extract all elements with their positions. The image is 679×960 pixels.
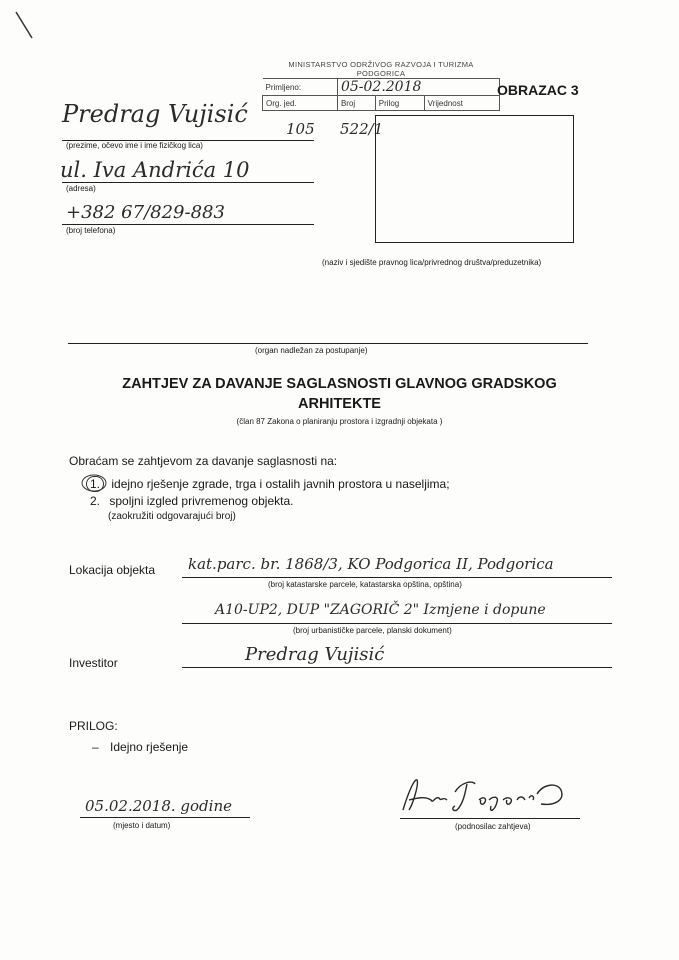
attachment-item-text: Idejno rješenje xyxy=(110,740,189,754)
stamp-organization: MINISTARSTVO ODRŽIVOG RAZVOJA I TURIZMA xyxy=(288,60,474,69)
applicant-address: ul. Iva Andrića 10 xyxy=(60,158,250,182)
attachment-label: PRILOG: xyxy=(69,719,118,733)
legal-entity-box xyxy=(375,115,574,243)
applicant-signature xyxy=(395,770,585,820)
stamp-received-date: 05-02.2018 xyxy=(337,79,499,96)
signature-caption: (podnosilac zahtjeva) xyxy=(455,822,531,831)
corner-mark xyxy=(10,8,40,42)
request-intro: Obraćam se zahtjevom za davanje saglasnosti na: xyxy=(69,454,338,468)
authority-caption: (organ nadležan za postupanje) xyxy=(255,346,368,355)
option-1-text: idejno rješenje zgrade, trga i ostalih javnih prostora u naseljima; xyxy=(111,477,450,491)
place-date-value: 05.02.2018. godine xyxy=(85,797,232,815)
location-label: Lokacija objekta xyxy=(69,563,156,577)
form-title-line2: ARHITEKTE xyxy=(298,396,381,412)
form-code: OBRAZAC 3 xyxy=(497,82,579,98)
receipt-stamp xyxy=(262,60,500,111)
option-1[interactable] xyxy=(86,476,450,492)
option-2[interactable] xyxy=(90,494,293,508)
option-2-number: 2. xyxy=(90,494,101,508)
stamp-header-org: Org. jed. xyxy=(263,96,338,111)
investor-label: Investitor xyxy=(69,656,118,670)
attachment-dash: – xyxy=(92,740,99,754)
applicant-name: Predrag Vujisić xyxy=(62,100,248,128)
form-subtitle: (član 87 Zakona o planiranju prostora i izgradnji objekata ) xyxy=(236,417,443,426)
place-date-caption: (mjesto i datum) xyxy=(113,821,171,830)
stamp-city: PODGORICA xyxy=(356,69,406,78)
stamp-org-unit: 105 xyxy=(286,120,315,138)
legal-entity-caption: (naziv i sjedište pravnog lica/privrednog društva/preduzetnika) xyxy=(322,258,542,267)
location-parcel-caption: (broj katastarske parcele, katastarska opština, opština) xyxy=(268,580,462,589)
option-2-text: spoljni izgled privremenog objekta. xyxy=(109,494,294,508)
applicant-phone: +382 67/829-883 xyxy=(66,202,225,223)
stamp-header-value: Vrijednost xyxy=(424,96,499,111)
options-note: (zaokružiti odgovarajući broj) xyxy=(108,511,236,522)
investor-value: Predrag Vujisić xyxy=(245,644,385,665)
stamp-header-number: Broj xyxy=(337,96,375,111)
location-parcel-value: kat.parc. br. 1868/3, KO Podgorica II, Podgorica xyxy=(188,555,554,573)
stamp-table xyxy=(262,78,500,111)
location-urban-caption: (broj urbanističke parcele, planski dokument) xyxy=(293,626,452,635)
location-urban-value: A10-UP2, DUP "ZAGORIČ 2" Izmjene i dopune xyxy=(215,602,546,618)
applicant-name-caption: (prezime, očevo ime i ime fizičkog lica) xyxy=(66,141,203,150)
stamp-header-attachment: Prilog xyxy=(375,96,424,111)
stamp-received-label: Primljeno: xyxy=(263,79,338,96)
stamp-number: 522/1 xyxy=(340,120,384,138)
applicant-phone-caption: (broj telefona) xyxy=(66,226,116,235)
option-1-number: 1. xyxy=(86,476,104,492)
option-1-circle-mark xyxy=(78,472,114,494)
applicant-address-caption: (adresa) xyxy=(66,184,96,193)
form-title: ZAHTJEV ZA DAVANJE SAGLASNOSTI GLAVNOG GRADSKOG xyxy=(122,376,557,392)
attachment-item xyxy=(92,740,188,754)
